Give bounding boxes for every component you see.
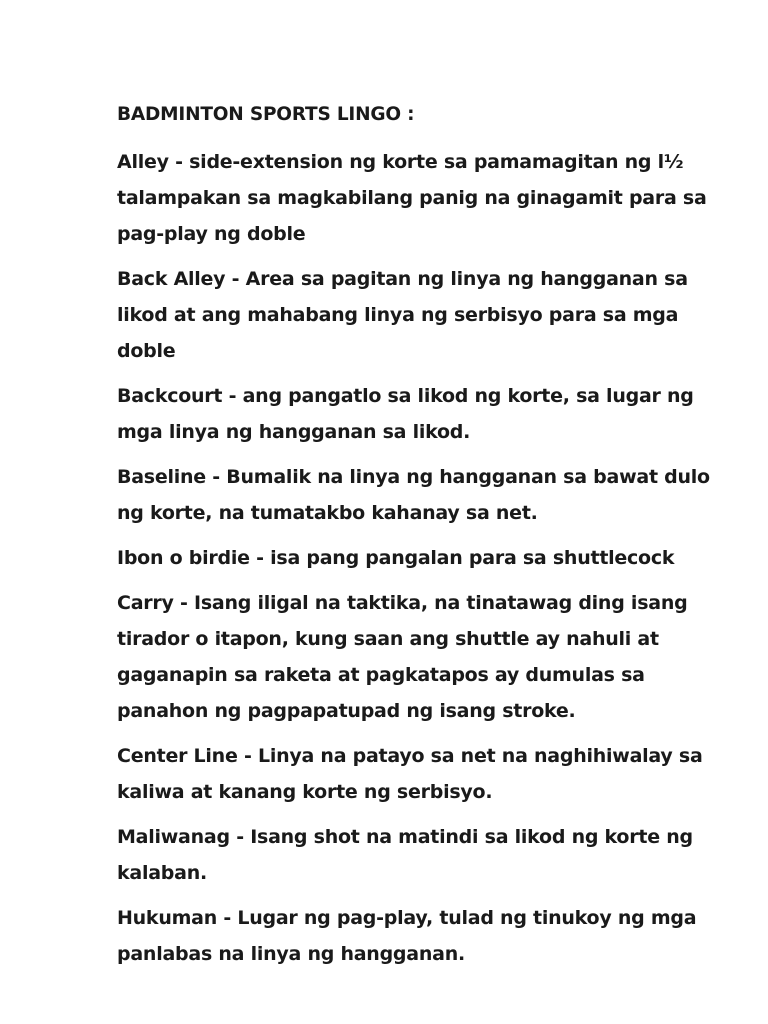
glossary-entry: Carry - Isang iligal na taktika, na tinatawag ding isang tirador o itapon, kung saan ang shuttle ay nahuli at gaganapin sa raketa at pagkatapos ay dumulas sa panahon ng pagpapatupad ng isang stroke. [117, 592, 688, 722]
glossary-entry: Center Line - Linya na patayo sa net na naghihiwalay sa kaliwa at kanang korte ng serbisyo. [117, 745, 703, 803]
glossary-entry: Ibon o birdie - isa pang pangalan para sa shuttlecock [117, 547, 675, 569]
glossary-entry: Backcourt - ang pangatlo sa likod ng korte, sa lugar ng mga linya ng hangganan sa likod. [117, 385, 694, 443]
glossary-list [117, 144, 712, 981]
glossary-entry: Hukuman - Lugar ng pag-play, tulad ng tinukoy ng mga panlabas na linya ng hangganan. [117, 907, 697, 965]
glossary-entry: Baseline - Bumalik na linya ng hangganan sa bawat dulo ng korte, na tumatakbo kahanay sa net. [117, 466, 710, 524]
glossary-entry: Alley - side-extension ng korte sa pamamagitan ng l½ talampakan sa magkabilang panig na ginagamit para sa pag-play ng doble [117, 151, 707, 245]
glossary-entry: Maliwanag - Isang shot na matindi sa likod ng korte ng kalaban. [117, 826, 693, 884]
document-title: BADMINTON SPORTS LINGO : [117, 104, 415, 125]
glossary-entry: Back Alley - Area sa pagitan ng linya ng hangganan sa likod at ang mahabang linya ng serbisyo para sa mga doble [117, 268, 688, 362]
